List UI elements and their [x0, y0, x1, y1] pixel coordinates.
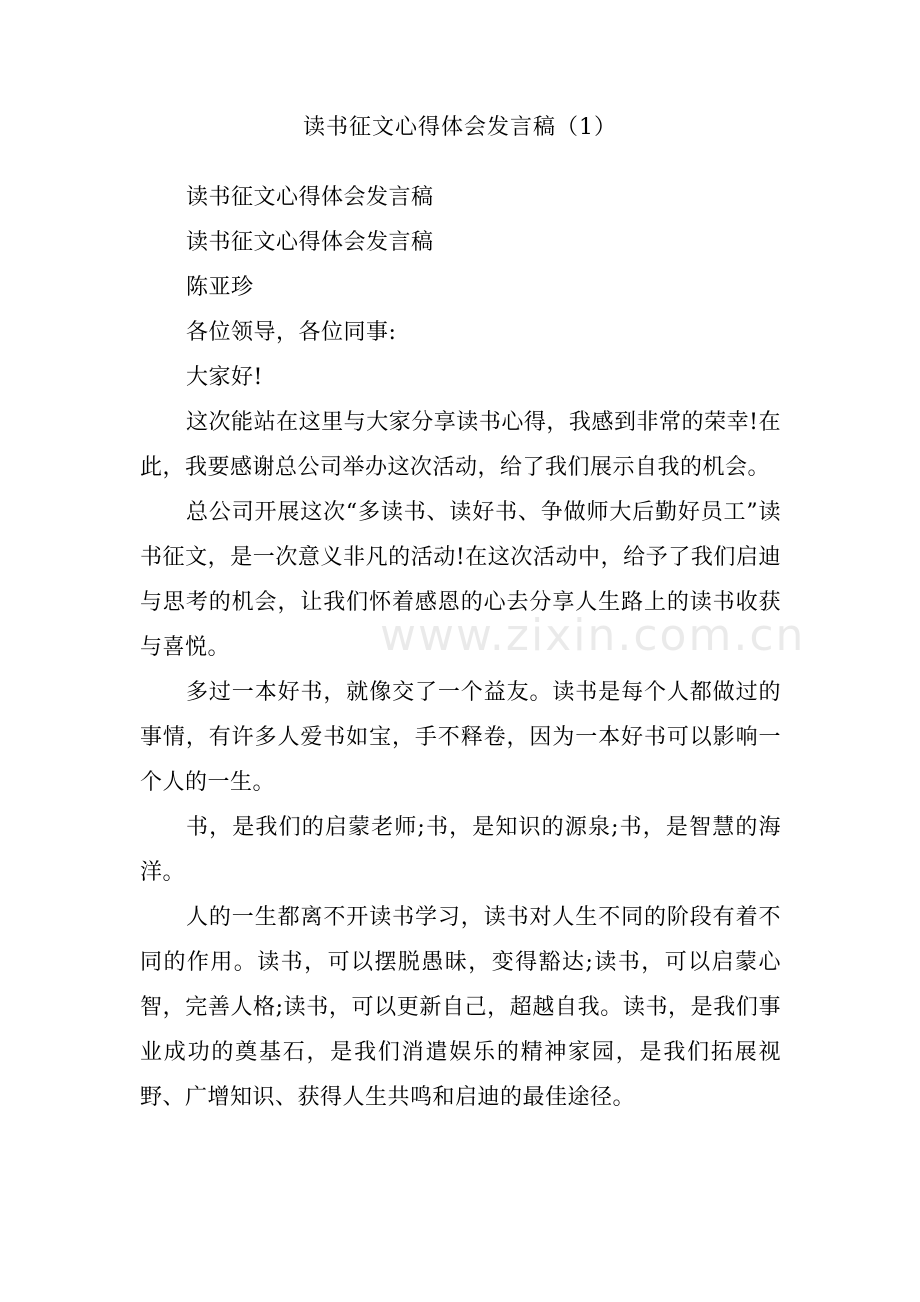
- paragraph-subtitle-1: 读书征文心得体会发言稿: [186, 185, 434, 210]
- paragraph-salutation: 各位领导，各位同事:: [186, 320, 397, 345]
- paragraph-body-1: 这次能站在这里与大家分享读书心得，我感到非常的荣幸!在此，我要感谢总公司举办这次活动，给了我们展示自我的机会。: [140, 410, 781, 480]
- paragraph-body-4: 书，是我们的启蒙老师;书，是知识的源泉;书，是智慧的海洋。: [140, 815, 781, 885]
- document-title: 读书征文心得体会发言稿（1）: [303, 115, 617, 140]
- paragraph-subtitle-2: 读书征文心得体会发言稿: [186, 230, 434, 255]
- watermark-text: www.zixin.com.cn: [380, 610, 806, 661]
- paragraph-body-5: 人的一生都离不开读书学习，读书对人生不同的阶段有着不同的作用。读书，可以摆脱愚昧，变得豁达;读书，可以启蒙心智，完善人格;读书，可以更新自己，超越自我。读书，是我们事业成功的奠基石，是我们消遣娱乐的精神家园，是我们拓展视野、广增知识、获得人生共鸣和启迪的最佳途径。: [140, 905, 781, 1110]
- paragraph-body-2: 总公司开展这次“多读书、读好书、争做师大后勤好员工”读书征文，是一次意义非凡的活动!在这次活动中，给予了我们启迪与思考的机会，让我们怀着感恩的心去分享人生路上的读书收获与喜悦。: [140, 500, 781, 660]
- paragraph-greeting: 大家好!: [186, 365, 263, 390]
- document-body: [140, 175, 781, 1120]
- paragraph-author: 陈亚珍: [186, 275, 254, 300]
- paragraph-body-3: 多过一本好书，就像交了一个益友。读书是每个人都做过的事情，有许多人爱书如宝，手不释卷，因为一本好书可以影响一个人的一生。: [140, 680, 781, 795]
